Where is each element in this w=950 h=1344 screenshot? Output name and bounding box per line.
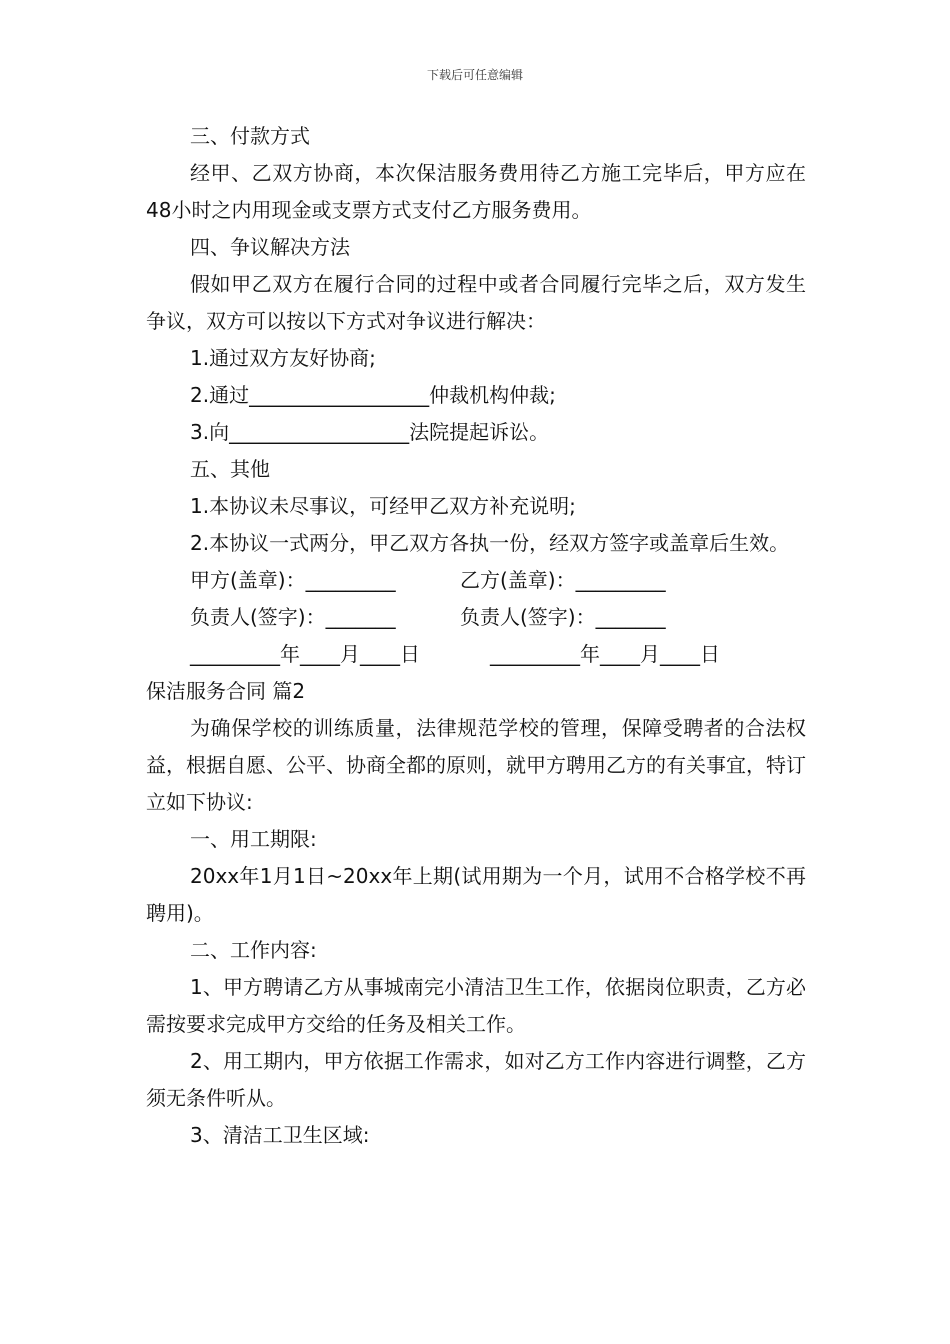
- contract-2-section-2-item-2: 2、用工期内，甲方依据工作需求，如对乙方工作内容进行调整，乙方须无条件听从。: [146, 1049, 806, 1110]
- document-body: [146, 118, 806, 1154]
- section-5-item-1: 1.本协议未尽事议，可经甲乙双方补充说明;: [190, 494, 576, 518]
- section-5-title: 五、其他: [190, 457, 270, 481]
- page-header-note: 下载后可任意编辑: [426, 68, 523, 82]
- section-5-item-2: 2.本协议一式两分，甲乙双方各执一份，经双方签字或盖章后生效。: [190, 531, 790, 555]
- section-4-item-1: 1.通过双方友好协商;: [190, 346, 376, 370]
- section-4-item-2: 2.通过__________________仲裁机构仲裁;: [190, 383, 556, 407]
- party-b-seal: 乙方(盖章)：_________: [460, 568, 666, 592]
- section-4-item-3: 3.向__________________法院提起诉讼。: [190, 420, 550, 444]
- contract-2-section-2-item-3: 3、清洁工卫生区域:: [190, 1123, 370, 1147]
- party-a-date: _________年____月____日: [190, 642, 420, 666]
- party-b-date: _________年____月____日: [490, 642, 720, 666]
- section-3-title: 三、付款方式: [190, 124, 310, 148]
- section-4-title: 四、争议解决方法: [190, 235, 350, 259]
- contract-2-section-2-item-1: 1、甲方聘请乙方从事城南完小清洁卫生工作，依据岗位职责，乙方必需按要求完成甲方交给的任务及相关工作。: [146, 975, 806, 1036]
- party-a-responsible: 负责人(签字)：_______: [190, 605, 396, 629]
- party-a-seal: 甲方(盖章)：_________: [190, 568, 396, 592]
- contract-2-section-2-title: 二、工作内容:: [190, 938, 317, 962]
- contract-2-title: 保洁服务合同 篇2: [146, 679, 306, 703]
- signature-row-seal: [146, 562, 806, 599]
- contract-2-section-1-title: 一、用工期限:: [190, 827, 317, 851]
- section-4-paragraph: 假如甲乙双方在履行合同的过程中或者合同履行完毕之后，双方发生争议，双方可以按以下方式对争议进行解决：: [146, 272, 806, 333]
- contract-2-section-1-paragraph: 20xx年1月1日~20xx年上期(试用期为一个月，试用不合格学校不再聘用)。: [146, 864, 806, 925]
- party-b-responsible: 负责人(签字)：_______: [460, 605, 666, 629]
- contract-2-intro: 为确保学校的训练质量，法律规范学校的管理，保障受聘者的合法权益，根据自愿、公平、协商全都的原则，就甲方聘用乙方的有关事宜，特订立如下协议:: [146, 716, 806, 814]
- section-3-paragraph: 经甲、乙双方协商，本次保洁服务费用待乙方施工完毕后，甲方应在48小时之内用现金或支票方式支付乙方服务费用。: [146, 161, 806, 222]
- signature-row-date: [146, 636, 806, 673]
- signature-row-responsible: [146, 599, 806, 636]
